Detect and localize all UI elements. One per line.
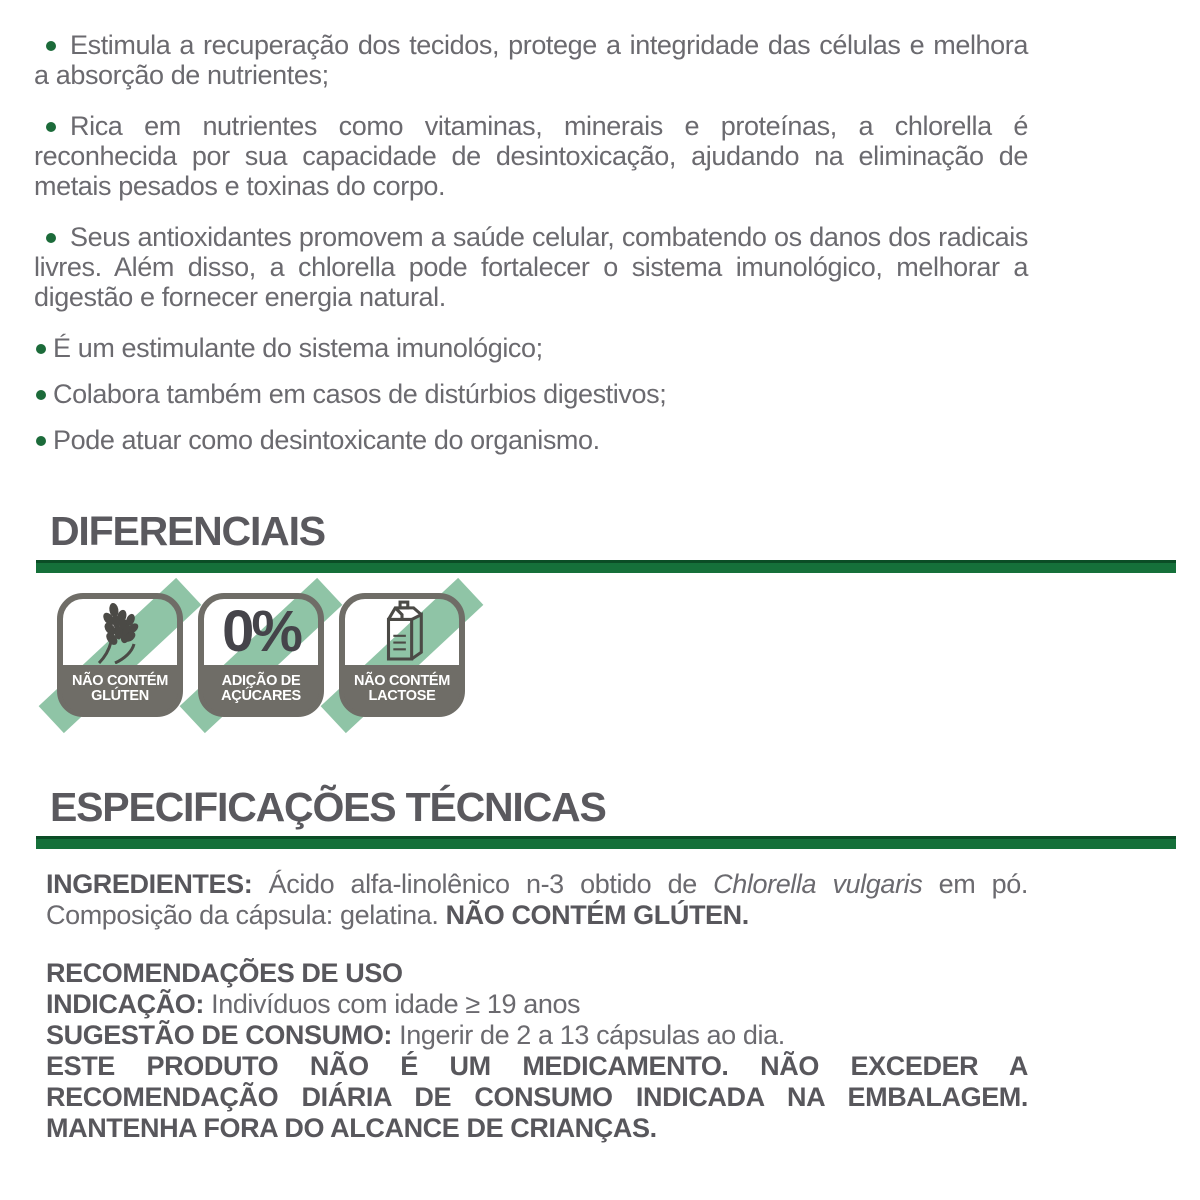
badge-no-gluten bbox=[57, 593, 183, 717]
bullet-icon bbox=[36, 436, 46, 446]
bullet-icon bbox=[46, 233, 56, 243]
bullet-text: Rica em nutrientes como vitaminas, minerais e proteínas, a chlorella é reconhecida por sua capacidade de desintoxicação, ajudando na eliminação de metais pesados e toxinas do corpo. bbox=[34, 111, 1028, 201]
list-item bbox=[34, 379, 1028, 409]
suggestion-line bbox=[46, 1020, 1028, 1051]
suggestion-text: Ingerir de 2 a 13 cápsulas ao dia. bbox=[392, 1020, 785, 1050]
benefits-list bbox=[34, 30, 1028, 455]
bullet-text: É um estimulante do sistema imunológico; bbox=[53, 333, 543, 363]
list-item bbox=[34, 30, 1028, 90]
zero-percent-text bbox=[198, 597, 324, 667]
ingredients-text: em pó. Composição da cápsula: gelatina. bbox=[46, 869, 1028, 930]
ingredients-label: INGREDIENTES: bbox=[46, 869, 253, 899]
list-item bbox=[34, 222, 1028, 312]
list-item bbox=[34, 425, 1028, 455]
bullet-icon bbox=[46, 41, 56, 51]
badge-label-line: AÇÚCARES bbox=[221, 687, 301, 704]
species-name: Chlorella vulgaris bbox=[713, 869, 923, 899]
badge-label-line: ADIÇÃO DE bbox=[221, 672, 301, 689]
bullet-text: Pode atuar como desintoxicante do organismo. bbox=[53, 425, 600, 455]
zero-percent-value: 0% bbox=[222, 599, 300, 664]
milk-carton-icon bbox=[339, 597, 465, 667]
bullet-text: Colabora também em casos de distúrbios digestivos; bbox=[53, 379, 667, 409]
badge-label-line: NÃO CONTÉM bbox=[353, 672, 451, 689]
list-item bbox=[34, 333, 1028, 363]
indication-text: Indivíduos com idade ≥ 19 anos bbox=[204, 989, 581, 1019]
badge-no-added-sugar bbox=[198, 593, 324, 717]
indication-label: INDICAÇÃO: bbox=[46, 989, 204, 1019]
badge-label-line: NÃO CONTÉM bbox=[71, 672, 169, 689]
bullet-icon bbox=[46, 122, 56, 132]
ingredients-text: Ácido alfa-linolênico n-3 obtido de bbox=[252, 869, 714, 899]
warning-paragraph: ESTE PRODUTO NÃO É UM MEDICAMENTO. NÃO EXCEDER A RECOMENDAÇÃO DIÁRIA DE CONSUMO INDICADA NA EMBALAGEM. MANTENHA FORA DO ALCANCE DE CRIANÇAS. bbox=[46, 1051, 1028, 1143]
section-title-especificacoes: ESPECIFICAÇÕES TÉCNICAS bbox=[50, 784, 606, 830]
badge-label-line: LACTOSE bbox=[368, 687, 436, 704]
badge-no-lactose bbox=[339, 593, 465, 717]
badges-row bbox=[57, 593, 1028, 721]
section-title-diferenciais: DIFERENCIAIS bbox=[50, 508, 325, 554]
badge-label bbox=[203, 665, 319, 712]
wheat-icon bbox=[57, 597, 183, 667]
bullet-text: Estimula a recuperação dos tecidos, protege a integridade das células e melhora a absorção de nutrientes; bbox=[34, 30, 1028, 90]
bullet-icon bbox=[36, 344, 46, 354]
bullet-icon bbox=[36, 390, 46, 400]
list-item bbox=[34, 111, 1028, 201]
recommendations-block bbox=[46, 958, 1028, 1144]
badge-label bbox=[344, 665, 460, 712]
section-especificacoes bbox=[34, 785, 1028, 1144]
indication-line bbox=[46, 989, 1028, 1020]
green-divider-bar bbox=[36, 560, 1176, 573]
recommendations-title: RECOMENDAÇÕES DE USO bbox=[46, 958, 403, 988]
suggestion-label: SUGESTÃO DE CONSUMO: bbox=[46, 1020, 393, 1050]
no-gluten-statement: NÃO CONTÉM GLÚTEN. bbox=[445, 900, 749, 930]
bullet-text: Seus antioxidantes promovem a saúde celular, combatendo os danos dos radicais livres. Além disso, a chlorella pode fortalecer o sistema imunológico, melhorar a digestão e fornecer energia natural. bbox=[34, 222, 1028, 312]
section-diferenciais bbox=[34, 509, 1028, 721]
green-divider-bar bbox=[36, 836, 1176, 849]
badge-label bbox=[62, 665, 178, 712]
ingredients-paragraph bbox=[46, 869, 1028, 931]
badge-label-line: GLÚTEN bbox=[91, 687, 149, 704]
